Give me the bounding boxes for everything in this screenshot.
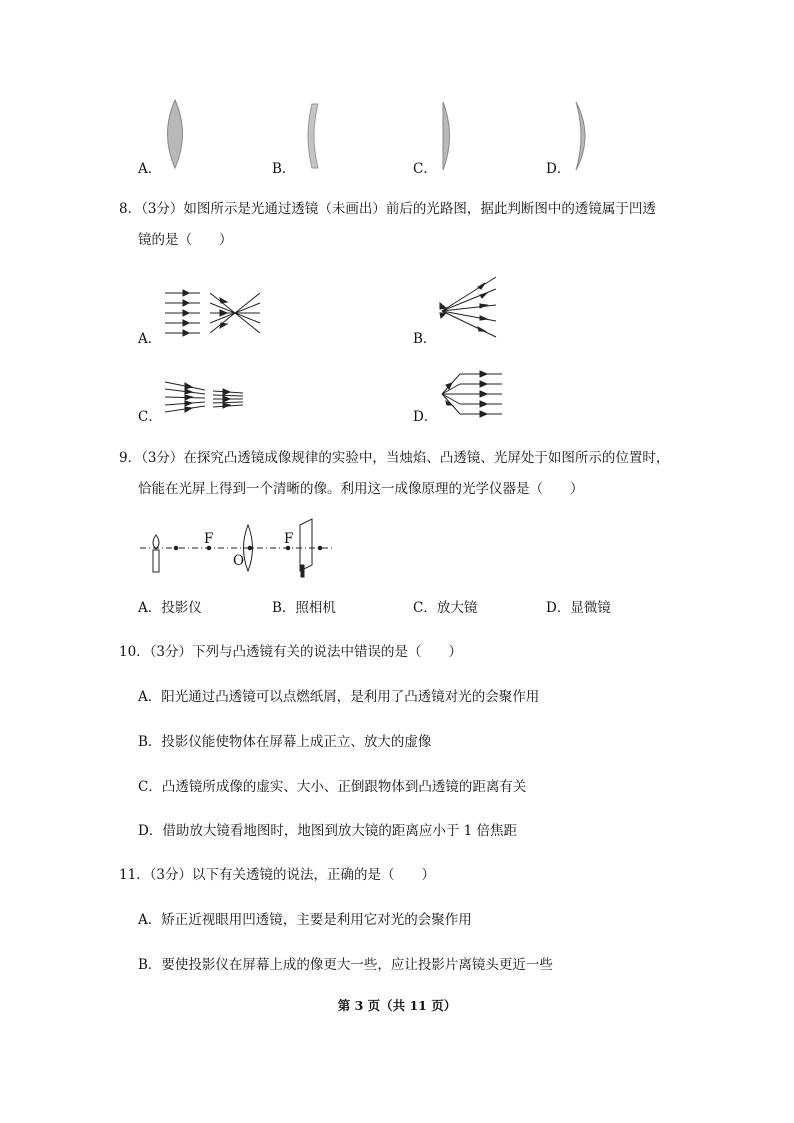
q10-option-a[interactable]: A．阳光通过凸透镜可以点燃纸屑，是利用了凸透镜对光的会聚作用 <box>138 689 540 705</box>
q8-figure-a <box>165 290 265 350</box>
q8-option-d[interactable]: D． <box>413 409 438 425</box>
q10-option-d[interactable]: D．借助放大镜看地图时，地图到放大镜的距离应小于 1 倍焦距 <box>138 823 517 839</box>
q10-option-c[interactable]: C．凸透镜所成像的虚实、大小、正倒跟物体到凸透镜的距离有关 <box>138 779 527 795</box>
q8-option-b[interactable]: B． <box>413 331 437 347</box>
q7-option-b[interactable]: B． <box>272 161 296 177</box>
q9-stem-line1: 9．（3分）在探究凸透镜成像规律的实验中，当烛焰、凸透镜、光屏处于如图所示的位置时， <box>119 450 670 466</box>
q7-option-a[interactable]: A． <box>138 161 162 177</box>
q9-label-f-left: F <box>204 531 214 547</box>
q8-option-c[interactable]: C． <box>138 409 162 425</box>
q9-option-d[interactable]: D．显微镜 <box>546 600 611 616</box>
q8-figure-d <box>438 370 504 418</box>
q11-option-b[interactable]: B．要使投影仪在屏幕上成的像更大一些，应让投影片离镜头更近一些 <box>138 957 553 973</box>
q7-option-d[interactable]: D． <box>546 161 571 177</box>
q9-option-c[interactable]: C．放大镜 <box>413 600 478 616</box>
q11-option-a[interactable]: A．矫正近视眼用凹透镜，主要是利用它对光的会聚作用 <box>138 912 472 928</box>
q9-stem-line2: 恰能在光屏上得到一个清晰的像。利用这一成像原理的光学仪器是（ ） <box>138 481 584 497</box>
q11-stem: 11．（3分）以下有关透镜的说法，正确的是（ ） <box>119 867 436 883</box>
q8-figure-c <box>165 380 245 416</box>
lens-d-figure <box>572 100 592 172</box>
q7-option-c[interactable]: C． <box>413 161 437 177</box>
q9-label-f-right: F <box>284 531 294 547</box>
page-footer: 第 3 页（共 11 页） <box>337 998 457 1013</box>
q9-optical-bench-figure <box>140 515 340 580</box>
q8-stem-line2: 镜的是（ ） <box>138 232 233 248</box>
q9-option-a[interactable]: A．投影仪 <box>138 600 202 616</box>
lens-a-figure <box>160 98 190 170</box>
q10-stem: 10．（3分）下列与凸透镜有关的说法中错误的是（ ） <box>119 644 463 660</box>
q9-option-b[interactable]: B．照相机 <box>272 600 336 616</box>
lens-c-figure <box>440 100 456 172</box>
q10-option-b[interactable]: B．投影仪能使物体在屏幕上成正立、放大的虚像 <box>138 734 432 750</box>
lens-b-figure <box>300 102 320 170</box>
q8-stem-line1: 8．（3分）如图所示是光通过透镜（未画出）前后的光路图，据此判断图中的透镜属于凹透 <box>119 201 656 217</box>
q9-label-o: O <box>233 553 245 569</box>
q8-figure-b <box>438 275 500 347</box>
q8-option-a[interactable]: A． <box>138 331 162 347</box>
